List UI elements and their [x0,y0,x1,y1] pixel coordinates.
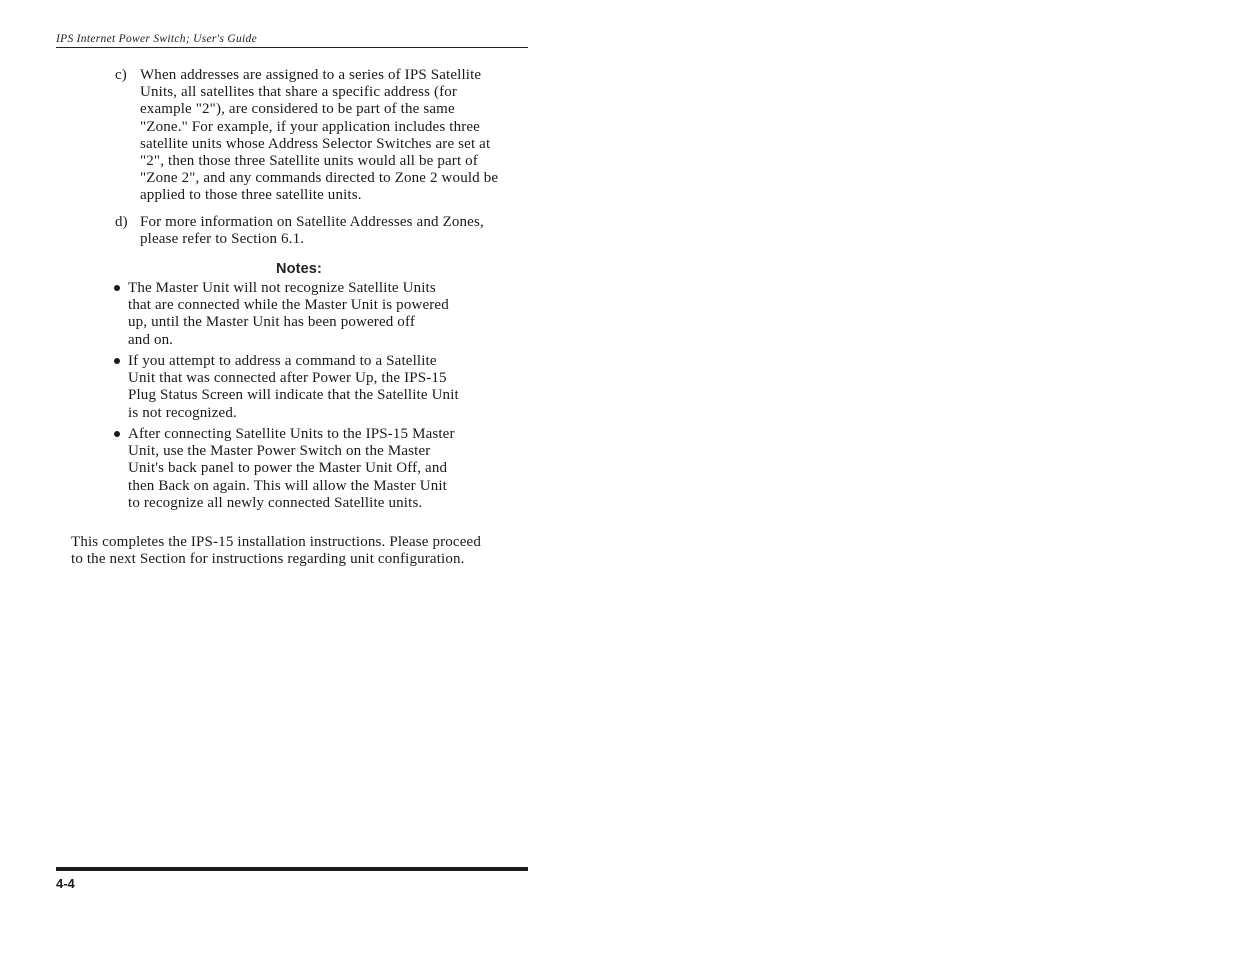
bullet-icon [114,431,120,437]
list-text: When addresses are assigned to a series of IPS Satellite Units, all satellites that share a specific address (for example "2"), are considered to be part of the same "Zone." For example, if your application includes three satellite units whose Address Selector Switches are set at "2", then those three Satellite units would all be part of "Zone 2", and any commands directed to Zone 2 would be applied to those three satellite units. [140,67,499,204]
list-marker: c) [115,67,127,83]
list-text: For more information on Satellite Addresses and Zones, please refer to Section 6.1. [140,214,484,248]
footer-rule [56,867,528,871]
note-text: The Master Unit will not recognize Satellite Units that are connected while the Master Unit is powered up, until the Master Unit has been powered off and on. [128,280,449,348]
closing-paragraph: This completes the IPS-15 installation instructions. Please proceed to the next Section for instructions regarding unit configuration. [71,534,481,568]
page-number: 4-4 [56,876,75,891]
notes-heading: Notes: [275,261,322,277]
running-header: IPS Internet Power Switch; User's Guide [56,32,528,48]
bullet-icon [114,285,120,291]
list-marker: d) [115,214,128,230]
note-text: After connecting Satellite Units to the IPS-15 Master Unit, use the Master Power Switch on the Master Unit's back panel to power the Master Unit Off, and then Back on again. This will allow the Master Unit to recognize all newly connected Satellite units. [128,426,455,511]
note-text: If you attempt to address a command to a Satellite Unit that was connected after Power Up, the IPS-15 Plug Status Screen will indicate that the Satellite Unit is not recognized. [128,353,459,421]
bullet-icon [114,358,120,364]
